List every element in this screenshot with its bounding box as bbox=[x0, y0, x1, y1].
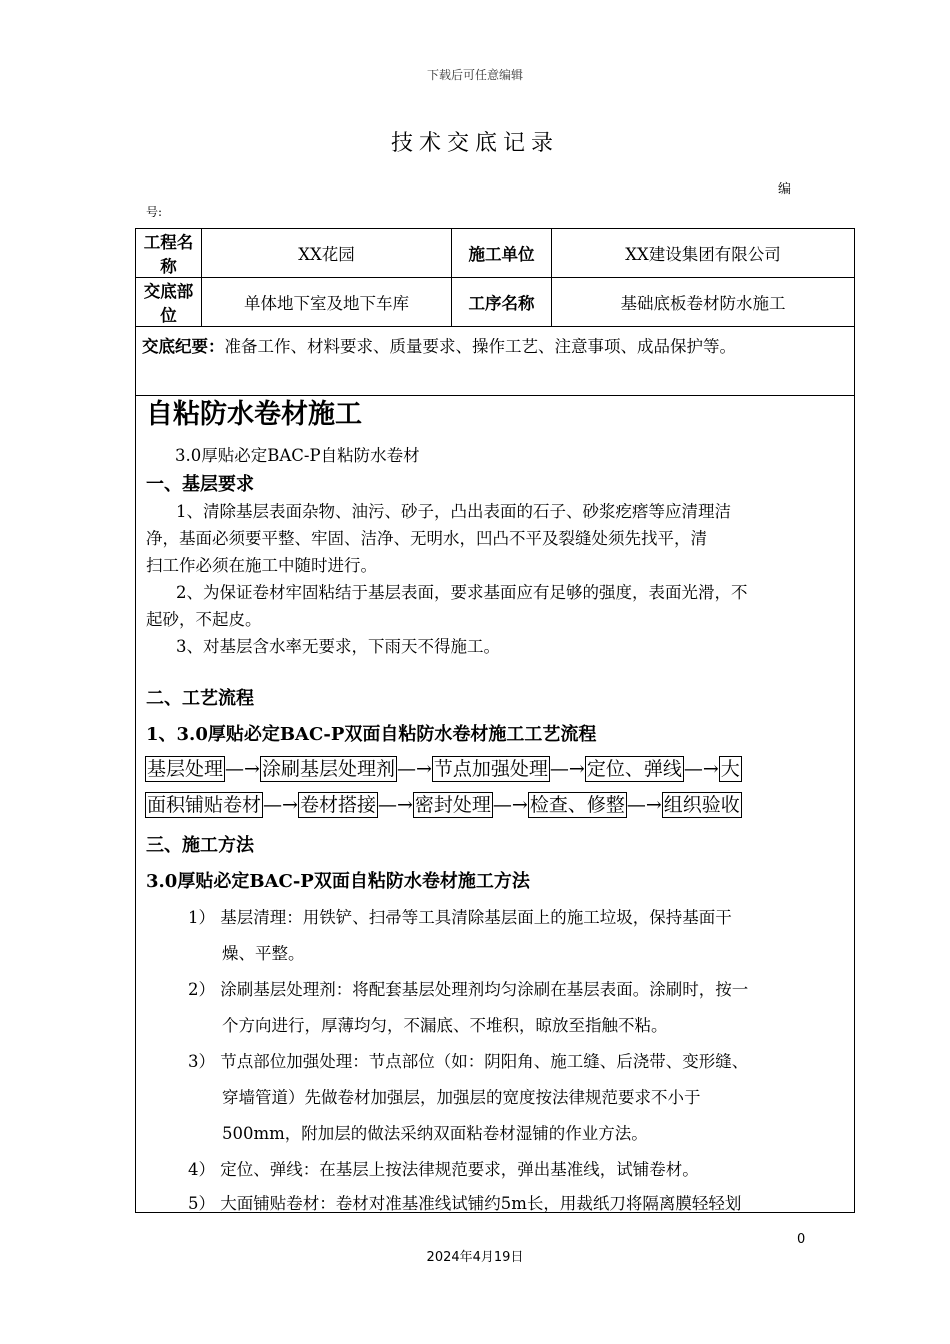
method-line: 5） 大面铺贴卷材：卷材对准基准线试铺约5m长，用裁纸刀将隔离膜轻轻划 bbox=[188, 1194, 742, 1213]
table-row bbox=[136, 278, 855, 327]
process-value: 基础底板卷材防水施工 bbox=[552, 278, 855, 327]
method-line: 4） 定位、弹线：在基层上按法律规范要求，弹出基准线，试铺卷材。 bbox=[188, 1160, 699, 1179]
arrow-icon: —→ bbox=[549, 758, 585, 780]
arrow-icon: —→ bbox=[225, 758, 260, 780]
page-number: 0 bbox=[797, 1232, 806, 1247]
paragraph-line: 2、为保证卷材牢固粘结于基层表面，要求基面应有足够的强度，表面光滑，不 bbox=[176, 583, 748, 602]
method-line: 500mm，附加层的做法采纳双面粘卷材湿铺的作业方法。 bbox=[222, 1124, 648, 1143]
flow-step: 面积铺贴卷材 bbox=[147, 794, 262, 816]
paragraph-line: 扫工作必须在施工中随时进行。 bbox=[146, 556, 377, 575]
summary-label: 交底纪要： bbox=[142, 337, 225, 356]
flow-step: 基层处理 bbox=[147, 758, 224, 780]
serial-label-part1: 编 bbox=[778, 182, 792, 197]
flow-step: 节点加强处理 bbox=[433, 758, 548, 780]
serial-label-part2: 号: bbox=[146, 205, 163, 219]
method-line: 个方向进行，厚薄均匀，不漏底、不堆积，晾放至指触不粘。 bbox=[222, 1016, 668, 1035]
heading-process-flow: 二、工艺流程 bbox=[146, 688, 254, 709]
unit-label: 施工单位 bbox=[452, 229, 552, 278]
footer-date: 2024年4月19日 bbox=[426, 1250, 524, 1265]
summary-text: 准备工作、材料要求、质量要求、操作工艺、注意事项、成品保护等。 bbox=[224, 337, 736, 356]
unit-value: XX建设集团有限公司 bbox=[552, 229, 855, 278]
paragraph-line: 净，基面必须要平整、牢固、洁净、无明水，凹凸不平及裂缝处须先找平，清 bbox=[146, 529, 707, 548]
document-title: 技术交底记录 bbox=[390, 131, 559, 156]
project-name-label: 工程名称 bbox=[136, 229, 202, 278]
flow-step: 涂刷基层处理剂 bbox=[261, 758, 395, 780]
arrow-icon: —→ bbox=[377, 794, 413, 816]
arrow-icon: —→ bbox=[492, 794, 528, 816]
part-value: 单体地下室及地下车库 bbox=[202, 278, 452, 327]
process-label: 工序名称 bbox=[452, 278, 552, 327]
flow-row-1 bbox=[145, 756, 845, 782]
arrow-icon: —→ bbox=[263, 794, 298, 816]
arrow-icon: —→ bbox=[626, 794, 662, 816]
flow-row-2 bbox=[145, 792, 845, 818]
flow-step: 密封处理 bbox=[414, 794, 491, 816]
method-title: 3.0厚贴必定BAC-P双面自粘防水卷材施工方法 bbox=[146, 871, 530, 892]
arrow-icon: —→ bbox=[396, 758, 432, 780]
part-label: 交底部位 bbox=[136, 278, 202, 327]
arrow-icon: —→ bbox=[683, 758, 719, 780]
method-line: 1） 基层清理：用铁铲、扫帚等工具清除基层面上的施工垃圾，保持基面干 bbox=[188, 908, 732, 927]
subtitle: 3.0厚贴必定BAC-P自粘防水卷材 bbox=[175, 446, 420, 465]
flow-step: 大 bbox=[720, 758, 740, 780]
header-note: 下载后可任意编辑 bbox=[426, 68, 523, 82]
method-line: 3） 节点部位加强处理：节点部位（如：阴阳角、施工缝、后浇带、变形缝、 bbox=[188, 1052, 749, 1071]
flow-step: 组织验收 bbox=[663, 794, 740, 816]
project-name-value: XX花园 bbox=[202, 229, 452, 278]
paragraph-line: 3、对基层含水率无要求，下雨天不得施工。 bbox=[176, 637, 500, 656]
heading-base-requirements: 一、基层要求 bbox=[146, 474, 254, 495]
flow-step: 卷材搭接 bbox=[299, 794, 376, 816]
flow-title: 1、3.0厚贴必定BAC-P双面自粘防水卷材施工工艺流程 bbox=[146, 724, 597, 745]
table-row bbox=[136, 229, 855, 278]
paragraph-line: 起砂，不起皮。 bbox=[146, 610, 262, 629]
paragraph-line: 1、清除基层表面杂物、油污、砂子，凸出表面的石子、砂浆疙瘩等应清理洁 bbox=[176, 502, 731, 521]
flow-step: 检查、修整 bbox=[529, 794, 625, 816]
heading-construction-method: 三、施工方法 bbox=[146, 835, 254, 856]
section-main-title: 自粘防水卷材施工 bbox=[146, 399, 362, 430]
flow-step: 定位、弹线 bbox=[586, 758, 682, 780]
method-line: 燥、平整。 bbox=[222, 944, 305, 963]
method-line: 穿墙管道）先做卷材加强层，加强层的宽度按法律规范要求不小于 bbox=[222, 1088, 701, 1107]
method-line: 2） 涂刷基层处理剂：将配套基层处理剂均匀涂刷在基层表面。涂刷时，按一 bbox=[188, 980, 749, 999]
